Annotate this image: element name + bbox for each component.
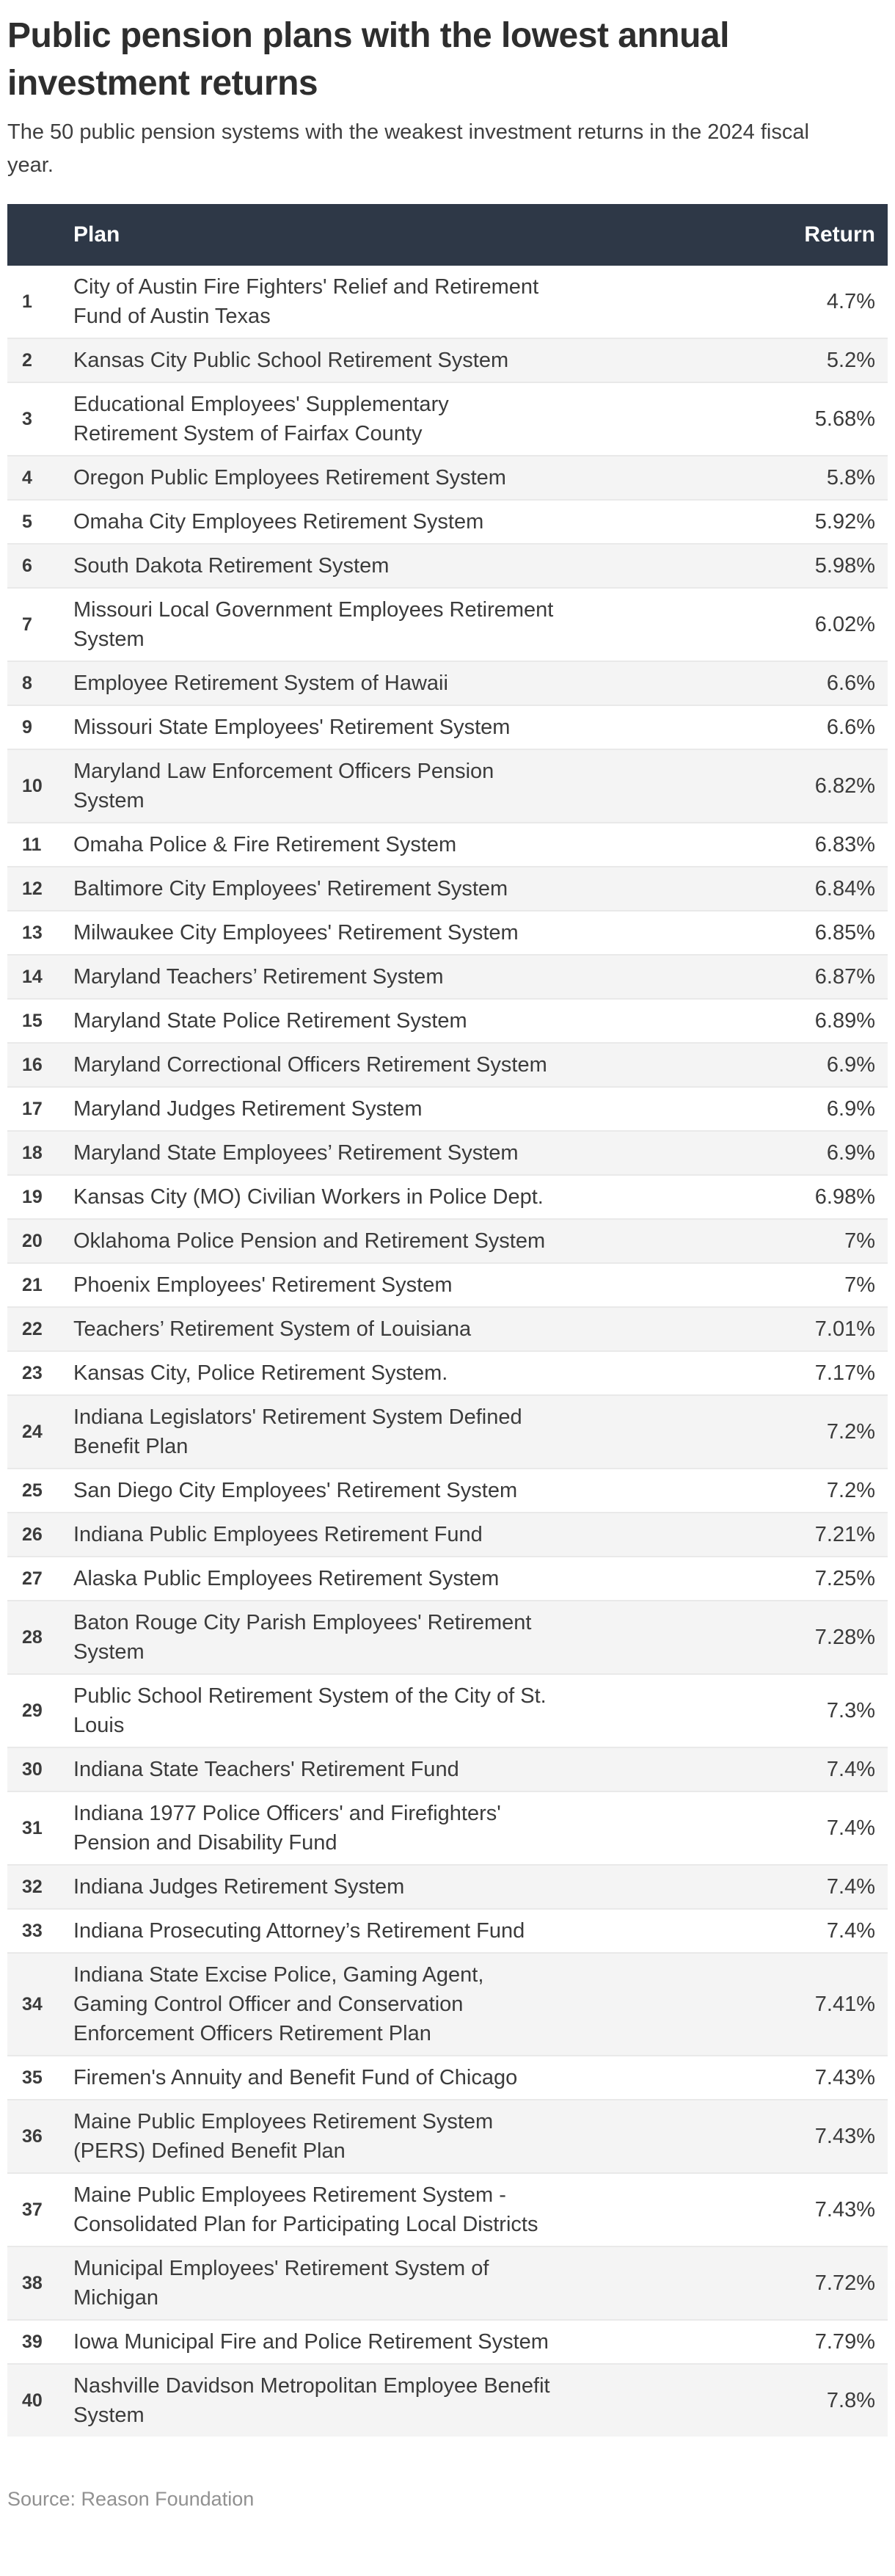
plan-cell: Oregon Public Employees Retirement System xyxy=(73,466,506,490)
rank-cell: 39 xyxy=(22,2331,43,2352)
table-row xyxy=(7,998,888,1042)
plan-cell: Alaska Public Employees Retirement System xyxy=(73,1567,500,1590)
page-subtitle: The 50 public pension systems with the weakest investment returns in the 2024 fiscal year. xyxy=(7,120,809,177)
plan-cell: Maryland State Employees’ Retirement System xyxy=(73,1141,519,1165)
column-header-plan: Plan xyxy=(73,222,120,247)
table-body xyxy=(7,266,888,2437)
table-row xyxy=(7,910,888,954)
plan-cell: Omaha Police & Fire Retirement System xyxy=(73,833,457,856)
rank-cell: 23 xyxy=(22,1362,43,1383)
rank-cell: 21 xyxy=(22,1274,43,1295)
table-row xyxy=(7,2099,888,2172)
plan-cell: Educational Employees' Supplementary Retirement System of Fairfax County xyxy=(73,393,449,445)
rank-cell: 32 xyxy=(22,1876,43,1897)
plan-cell: Indiana State Excise Police, Gaming Agent, Gaming Control Officer and Conservation Enforcement Officers Retirement Plan xyxy=(73,1963,484,2045)
plan-cell: Maryland Law Enforcement Officers Pension System xyxy=(73,760,494,812)
return-cell: 7.43% xyxy=(814,2065,875,2089)
table-row xyxy=(7,1306,888,1350)
return-cell: 7.3% xyxy=(826,1698,875,1722)
rank-cell: 4 xyxy=(22,467,32,488)
rank-cell: 6 xyxy=(22,555,32,576)
plan-cell: Maryland Judges Retirement System xyxy=(73,1097,423,1121)
plan-cell: Missouri Local Government Employees Retirement System xyxy=(73,598,554,651)
return-cell: 7.8% xyxy=(826,2388,875,2412)
plan-cell: Baltimore City Employees' Retirement System xyxy=(73,877,508,900)
plan-cell: Indiana Legislators' Retirement System Defined Benefit Plan xyxy=(73,1405,522,1458)
rank-cell: 3 xyxy=(22,408,32,429)
table-header-row xyxy=(7,204,888,266)
table-row xyxy=(7,1512,888,1556)
return-cell: 7.41% xyxy=(814,1992,875,2016)
table-row xyxy=(7,1130,888,1174)
table-row xyxy=(7,1952,888,2055)
return-cell: 7.4% xyxy=(826,1874,875,1899)
table-row xyxy=(7,866,888,910)
table-row xyxy=(7,338,888,382)
table-row xyxy=(7,382,888,455)
rank-cell: 9 xyxy=(22,716,32,738)
rank-cell: 38 xyxy=(22,2272,43,2293)
plan-cell: Indiana State Teachers' Retirement Fund xyxy=(73,1758,459,1781)
rank-cell: 12 xyxy=(22,878,43,899)
return-cell: 7.2% xyxy=(826,1419,875,1444)
plan-cell: Public School Retirement System of the City of St. Louis xyxy=(73,1684,547,1737)
return-cell: 7.21% xyxy=(814,1522,875,1546)
plan-cell: Iowa Municipal Fire and Police Retirement System xyxy=(73,2330,549,2354)
plan-cell: Indiana Prosecuting Attorney’s Retirement Fund xyxy=(73,1919,525,1943)
table-row xyxy=(7,587,888,661)
return-cell: 6.84% xyxy=(814,876,875,900)
table-row xyxy=(7,1908,888,1952)
return-cell: 5.92% xyxy=(814,509,875,534)
rank-cell: 15 xyxy=(22,1010,43,1031)
table-row xyxy=(7,2055,888,2099)
rank-cell: 5 xyxy=(22,511,32,532)
table-row xyxy=(7,661,888,705)
table-row xyxy=(7,1468,888,1512)
plan-cell: Phoenix Employees' Retirement System xyxy=(73,1273,453,1297)
source-note: Source: Reason Foundation xyxy=(7,2488,255,2510)
rank-cell: 1 xyxy=(22,291,32,312)
return-cell: 6.6% xyxy=(826,671,875,695)
table-row xyxy=(7,1350,888,1394)
return-cell: 5.68% xyxy=(814,407,875,431)
rank-cell: 40 xyxy=(22,2390,43,2411)
table-row xyxy=(7,1600,888,1673)
plan-cell: Missouri State Employees' Retirement System xyxy=(73,716,511,739)
return-cell: 5.2% xyxy=(826,348,875,372)
rank-cell: 35 xyxy=(22,2067,43,2088)
return-cell: 7.25% xyxy=(814,1566,875,1590)
return-cell: 6.83% xyxy=(814,832,875,856)
return-cell: 6.82% xyxy=(814,774,875,798)
return-cell: 7.72% xyxy=(814,2271,875,2295)
plan-cell: South Dakota Retirement System xyxy=(73,554,390,578)
return-cell: 6.02% xyxy=(814,612,875,636)
table-row xyxy=(7,2363,888,2437)
plan-cell: Maine Public Employees Retirement System - Consolidated Plan for Participating Local Districts xyxy=(73,2183,538,2236)
rank-cell: 17 xyxy=(22,1098,43,1119)
rank-cell: 7 xyxy=(22,614,32,635)
plan-cell: Indiana Public Employees Retirement Fund xyxy=(73,1523,483,1546)
table-row xyxy=(7,705,888,749)
rank-cell: 29 xyxy=(22,1700,43,1721)
return-cell: 6.85% xyxy=(814,920,875,945)
return-cell: 7.28% xyxy=(814,1625,875,1649)
rank-cell: 30 xyxy=(22,1758,43,1780)
page-title: Public pension plans with the lowest annual investment returns xyxy=(7,16,729,103)
rank-cell: 24 xyxy=(22,1421,43,1442)
plan-cell: Firemen's Annuity and Benefit Fund of Chicago xyxy=(73,2066,518,2089)
table-row xyxy=(7,2172,888,2246)
return-cell: 5.98% xyxy=(814,553,875,578)
table-row xyxy=(7,543,888,587)
rank-cell: 14 xyxy=(22,966,43,987)
plan-cell: Indiana Judges Retirement System xyxy=(73,1875,405,1899)
rank-cell: 13 xyxy=(22,922,43,943)
plan-cell: Kansas City (MO) Civilian Workers in Police Dept. xyxy=(73,1185,544,1209)
table-row xyxy=(7,1394,888,1468)
plan-cell: Employee Retirement System of Hawaii xyxy=(73,672,448,695)
table-row xyxy=(7,2319,888,2363)
table-row xyxy=(7,1791,888,1864)
return-cell: 6.9% xyxy=(826,1096,875,1121)
plan-cell: Milwaukee City Employees' Retirement System xyxy=(73,921,519,945)
rank-cell: 18 xyxy=(22,1142,43,1163)
rank-cell: 20 xyxy=(22,1230,43,1251)
return-cell: 6.6% xyxy=(826,715,875,739)
return-cell: 7.17% xyxy=(814,1361,875,1385)
table-row xyxy=(7,2246,888,2319)
return-cell: 7.43% xyxy=(814,2124,875,2148)
rank-cell: 31 xyxy=(22,1817,43,1838)
table-row xyxy=(7,1673,888,1747)
return-cell: 6.87% xyxy=(814,964,875,989)
table-row xyxy=(7,455,888,499)
pension-table xyxy=(7,204,888,2437)
table-row xyxy=(7,1086,888,1130)
return-cell: 7% xyxy=(844,1229,875,1253)
rank-cell: 37 xyxy=(22,2199,43,2220)
table-row xyxy=(7,954,888,998)
return-cell: 7.01% xyxy=(814,1317,875,1341)
plan-cell: San Diego City Employees' Retirement System xyxy=(73,1479,518,1502)
return-cell: 5.8% xyxy=(826,465,875,490)
table-row xyxy=(7,499,888,543)
plan-cell: Omaha City Employees Retirement System xyxy=(73,510,484,534)
rank-cell: 34 xyxy=(22,1993,43,2015)
rank-cell: 8 xyxy=(22,672,32,694)
rank-cell: 2 xyxy=(22,349,32,371)
table-row xyxy=(7,1218,888,1262)
plan-cell: Kansas City, Police Retirement System. xyxy=(73,1361,448,1385)
rank-cell: 10 xyxy=(22,775,43,796)
column-header-return: Return xyxy=(804,222,875,247)
plan-cell: Maryland Teachers’ Retirement System xyxy=(73,965,444,989)
table-row xyxy=(7,1042,888,1086)
return-cell: 7.2% xyxy=(826,1478,875,1502)
plan-cell: Maine Public Employees Retirement System (PERS) Defined Benefit Plan xyxy=(73,2110,494,2163)
return-cell: 7.79% xyxy=(814,2329,875,2354)
plan-cell: Teachers’ Retirement System of Louisiana xyxy=(73,1317,472,1341)
rank-cell: 11 xyxy=(22,834,42,855)
return-cell: 6.98% xyxy=(814,1185,875,1209)
plan-cell: Nashville Davidson Metropolitan Employee Benefit System xyxy=(73,2374,550,2427)
rank-cell: 33 xyxy=(22,1920,43,1941)
return-cell: 7% xyxy=(844,1273,875,1297)
rank-cell: 28 xyxy=(22,1626,43,1648)
return-cell: 6.89% xyxy=(814,1008,875,1033)
rank-cell: 26 xyxy=(22,1524,43,1545)
plan-cell: Kansas City Public School Retirement System xyxy=(73,349,509,372)
rank-cell: 16 xyxy=(22,1054,43,1075)
plan-cell: Oklahoma Police Pension and Retirement System xyxy=(73,1229,546,1253)
return-cell: 7.4% xyxy=(826,1816,875,1840)
rank-cell: 19 xyxy=(22,1186,43,1207)
rank-cell: 22 xyxy=(22,1318,43,1339)
return-cell: 6.9% xyxy=(826,1052,875,1077)
rank-cell: 36 xyxy=(22,2125,43,2147)
plan-cell: Maryland State Police Retirement System xyxy=(73,1009,467,1033)
plan-cell: Indiana 1977 Police Officers' and Firefighters' Pension and Disability Fund xyxy=(73,1802,501,1855)
return-cell: 6.9% xyxy=(826,1140,875,1165)
plan-cell: City of Austin Fire Fighters' Relief and Retirement Fund of Austin Texas xyxy=(73,275,539,328)
plan-cell: Municipal Employees' Retirement System of Michigan xyxy=(73,2257,489,2310)
plan-cell: Baton Rouge City Parish Employees' Retirement System xyxy=(73,1611,532,1664)
return-cell: 7.4% xyxy=(826,1757,875,1781)
table-row xyxy=(7,822,888,866)
table-row xyxy=(7,749,888,822)
table-row xyxy=(7,1864,888,1908)
table-row xyxy=(7,1262,888,1306)
table-row xyxy=(7,1556,888,1600)
table-row xyxy=(7,1747,888,1791)
table-row xyxy=(7,266,888,338)
rank-cell: 27 xyxy=(22,1568,43,1589)
return-cell: 7.4% xyxy=(826,1918,875,1943)
table-row xyxy=(7,1174,888,1218)
rank-cell: 25 xyxy=(22,1480,43,1501)
page-header xyxy=(0,0,895,182)
return-cell: 7.43% xyxy=(814,2197,875,2222)
return-cell: 4.7% xyxy=(826,289,875,313)
plan-cell: Maryland Correctional Officers Retirement System xyxy=(73,1053,547,1077)
